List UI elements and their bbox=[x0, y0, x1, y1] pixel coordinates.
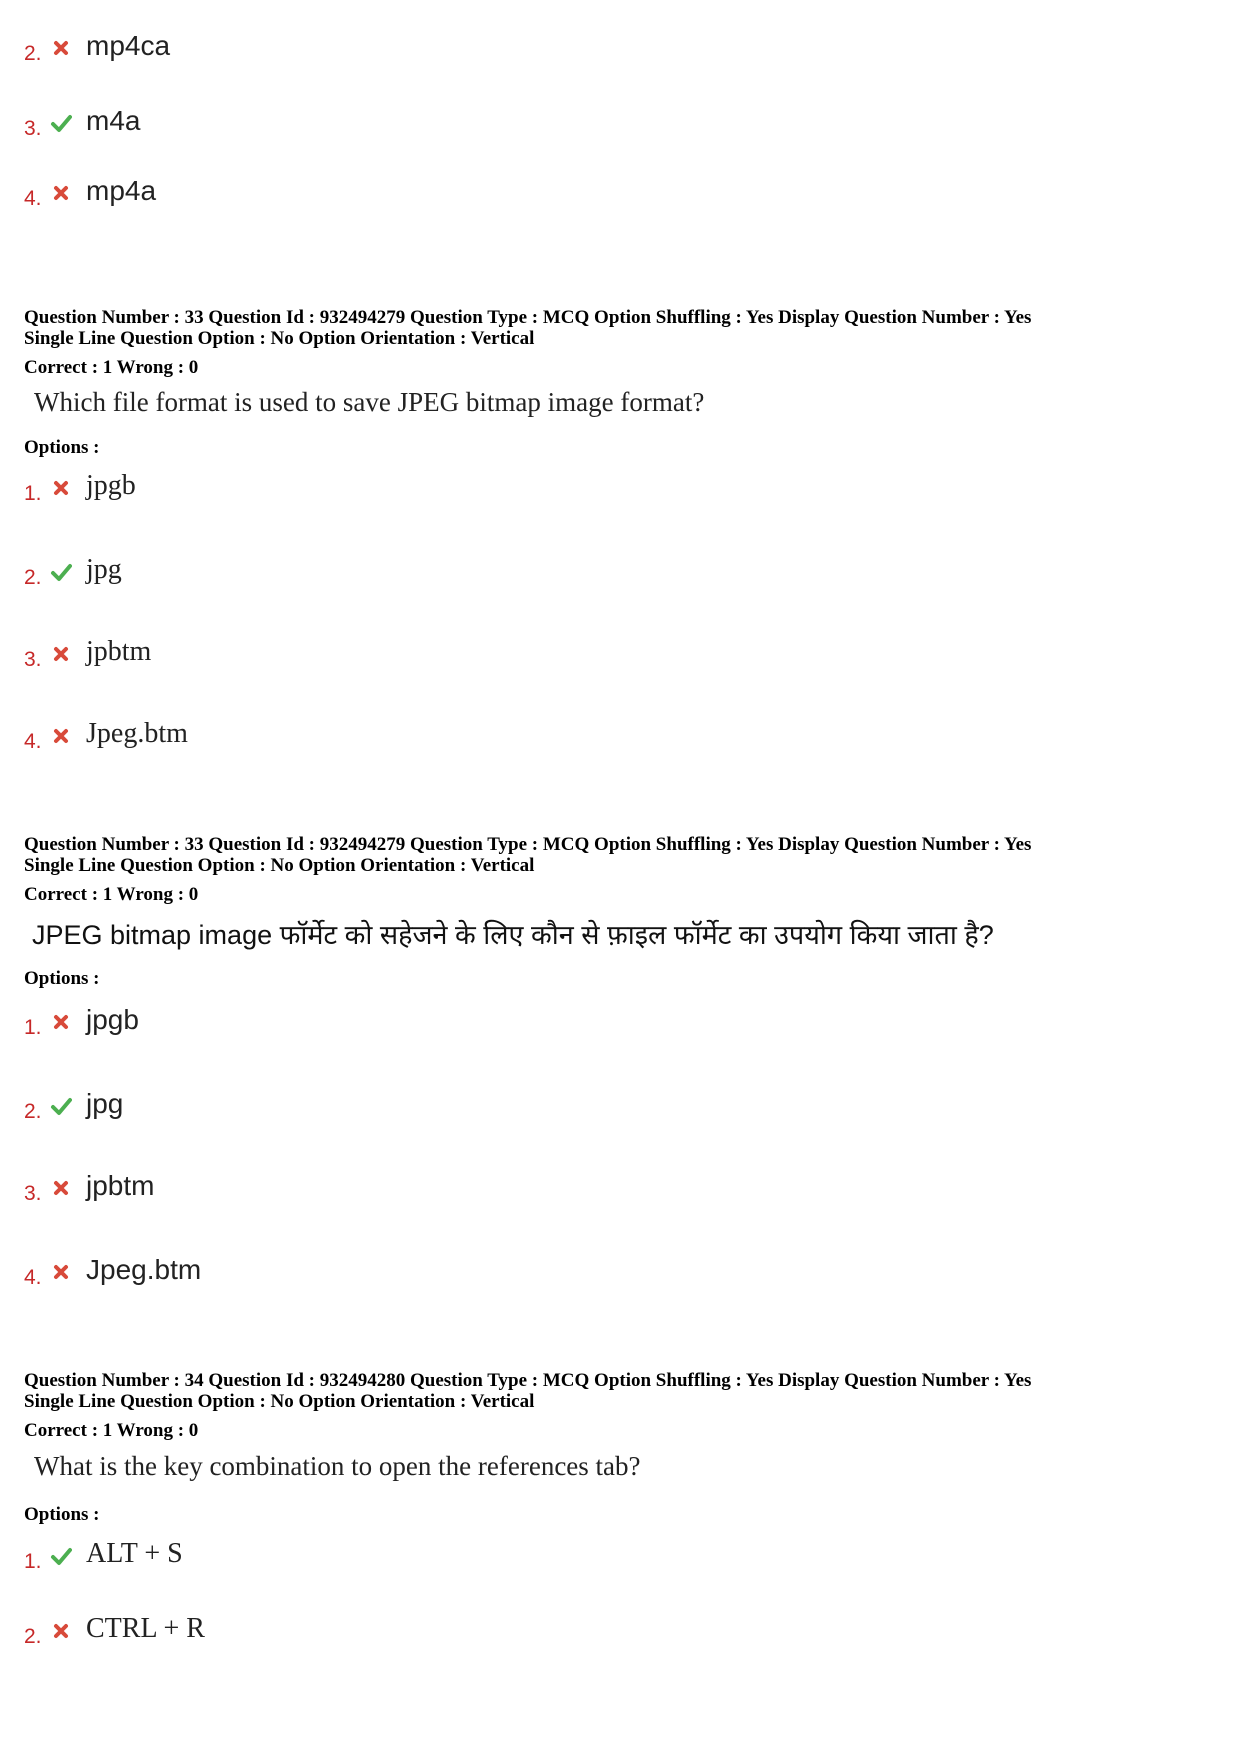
question-text: JPEG bitmap image फॉर्मेट को सहेजने के लिए कौन से फ़ाइल फॉर्मेट का उपयोग किया जाता है? bbox=[32, 920, 994, 950]
meta-line-2: Single Line Question Option : No Option Orientation : Vertical bbox=[24, 855, 535, 876]
correct-wrong: Correct : 1 Wrong : 0 bbox=[24, 357, 199, 378]
prev-option-4 bbox=[24, 171, 156, 211]
option-number: 2. bbox=[24, 566, 42, 589]
cross-icon bbox=[50, 643, 72, 665]
check-icon bbox=[50, 1095, 72, 1117]
option-number: 3. bbox=[24, 117, 42, 140]
prev-option-3 bbox=[24, 101, 140, 141]
option-2 bbox=[24, 1084, 123, 1124]
option-1 bbox=[24, 1534, 183, 1574]
prev-option-2 bbox=[24, 26, 170, 66]
option-text: mp4ca bbox=[86, 30, 171, 61]
meta-line-1: Question Number : 33 Question Id : 932494279 Question Type : MCQ Option Shuffling : Yes Display Question Number : Yes bbox=[24, 307, 1032, 328]
option-text: Jpeg.btm bbox=[86, 1254, 202, 1285]
correct-wrong: Correct : 1 Wrong : 0 bbox=[24, 1420, 199, 1441]
option-text: jpgb bbox=[86, 1004, 139, 1035]
question-text: Which file format is used to save JPEG bitmap image format? bbox=[34, 387, 705, 417]
option-text: Jpeg.btm bbox=[86, 718, 188, 749]
check-icon bbox=[50, 1545, 72, 1567]
option-text: jpbtm bbox=[86, 1170, 155, 1201]
option-text: jpbtm bbox=[86, 636, 152, 667]
meta-line-2: Single Line Question Option : No Option Orientation : Vertical bbox=[24, 1391, 535, 1412]
correct-wrong: Correct : 1 Wrong : 0 bbox=[24, 884, 199, 905]
option-3 bbox=[24, 632, 151, 672]
option-number: 4. bbox=[24, 730, 42, 753]
cross-icon bbox=[50, 1177, 72, 1199]
cross-icon bbox=[50, 1011, 72, 1033]
cross-icon bbox=[50, 1620, 72, 1642]
meta-line-1: Question Number : 33 Question Id : 932494279 Question Type : MCQ Option Shuffling : Yes Display Question Number : Yes bbox=[24, 834, 1032, 855]
check-icon bbox=[50, 561, 72, 583]
option-number: 1. bbox=[24, 1550, 42, 1573]
meta-line-1: Question Number : 34 Question Id : 932494280 Question Type : MCQ Option Shuffling : Yes Display Question Number : Yes bbox=[24, 1370, 1032, 1391]
option-number: 4. bbox=[24, 187, 42, 210]
option-2 bbox=[24, 550, 122, 590]
cross-icon bbox=[50, 182, 72, 204]
option-text: jpg bbox=[86, 554, 122, 585]
option-number: 1. bbox=[24, 482, 42, 505]
option-1 bbox=[24, 1000, 139, 1040]
option-number: 1. bbox=[24, 1016, 42, 1039]
meta-line-2: Single Line Question Option : No Option Orientation : Vertical bbox=[24, 328, 535, 349]
option-text: jpg bbox=[86, 1088, 124, 1119]
option-4 bbox=[24, 1250, 201, 1290]
options-label: Options : bbox=[24, 968, 100, 989]
option-number: 4. bbox=[24, 1266, 42, 1289]
option-1 bbox=[24, 466, 136, 506]
question-meta bbox=[24, 834, 1031, 876]
option-2 bbox=[24, 1609, 205, 1649]
option-number: 2. bbox=[24, 42, 42, 65]
question-text: What is the key combination to open the references tab? bbox=[34, 1451, 641, 1481]
check-icon bbox=[50, 112, 72, 134]
option-number: 2. bbox=[24, 1625, 42, 1648]
cross-icon bbox=[50, 725, 72, 747]
option-number: 3. bbox=[24, 1182, 42, 1205]
question-meta bbox=[24, 1370, 1031, 1412]
option-3 bbox=[24, 1166, 154, 1206]
option-text: jpgb bbox=[86, 470, 136, 501]
cross-icon bbox=[50, 37, 72, 59]
option-number: 3. bbox=[24, 648, 42, 671]
options-label: Options : bbox=[24, 1504, 100, 1525]
cross-icon bbox=[50, 477, 72, 499]
option-text: ALT + S bbox=[86, 1538, 183, 1569]
options-label: Options : bbox=[24, 437, 100, 458]
question-meta bbox=[24, 307, 1031, 349]
option-text: m4a bbox=[86, 105, 141, 136]
option-text: mp4a bbox=[86, 175, 157, 206]
option-text: CTRL + R bbox=[86, 1613, 205, 1644]
cross-icon bbox=[50, 1261, 72, 1283]
option-number: 2. bbox=[24, 1100, 42, 1123]
option-4 bbox=[24, 714, 188, 754]
